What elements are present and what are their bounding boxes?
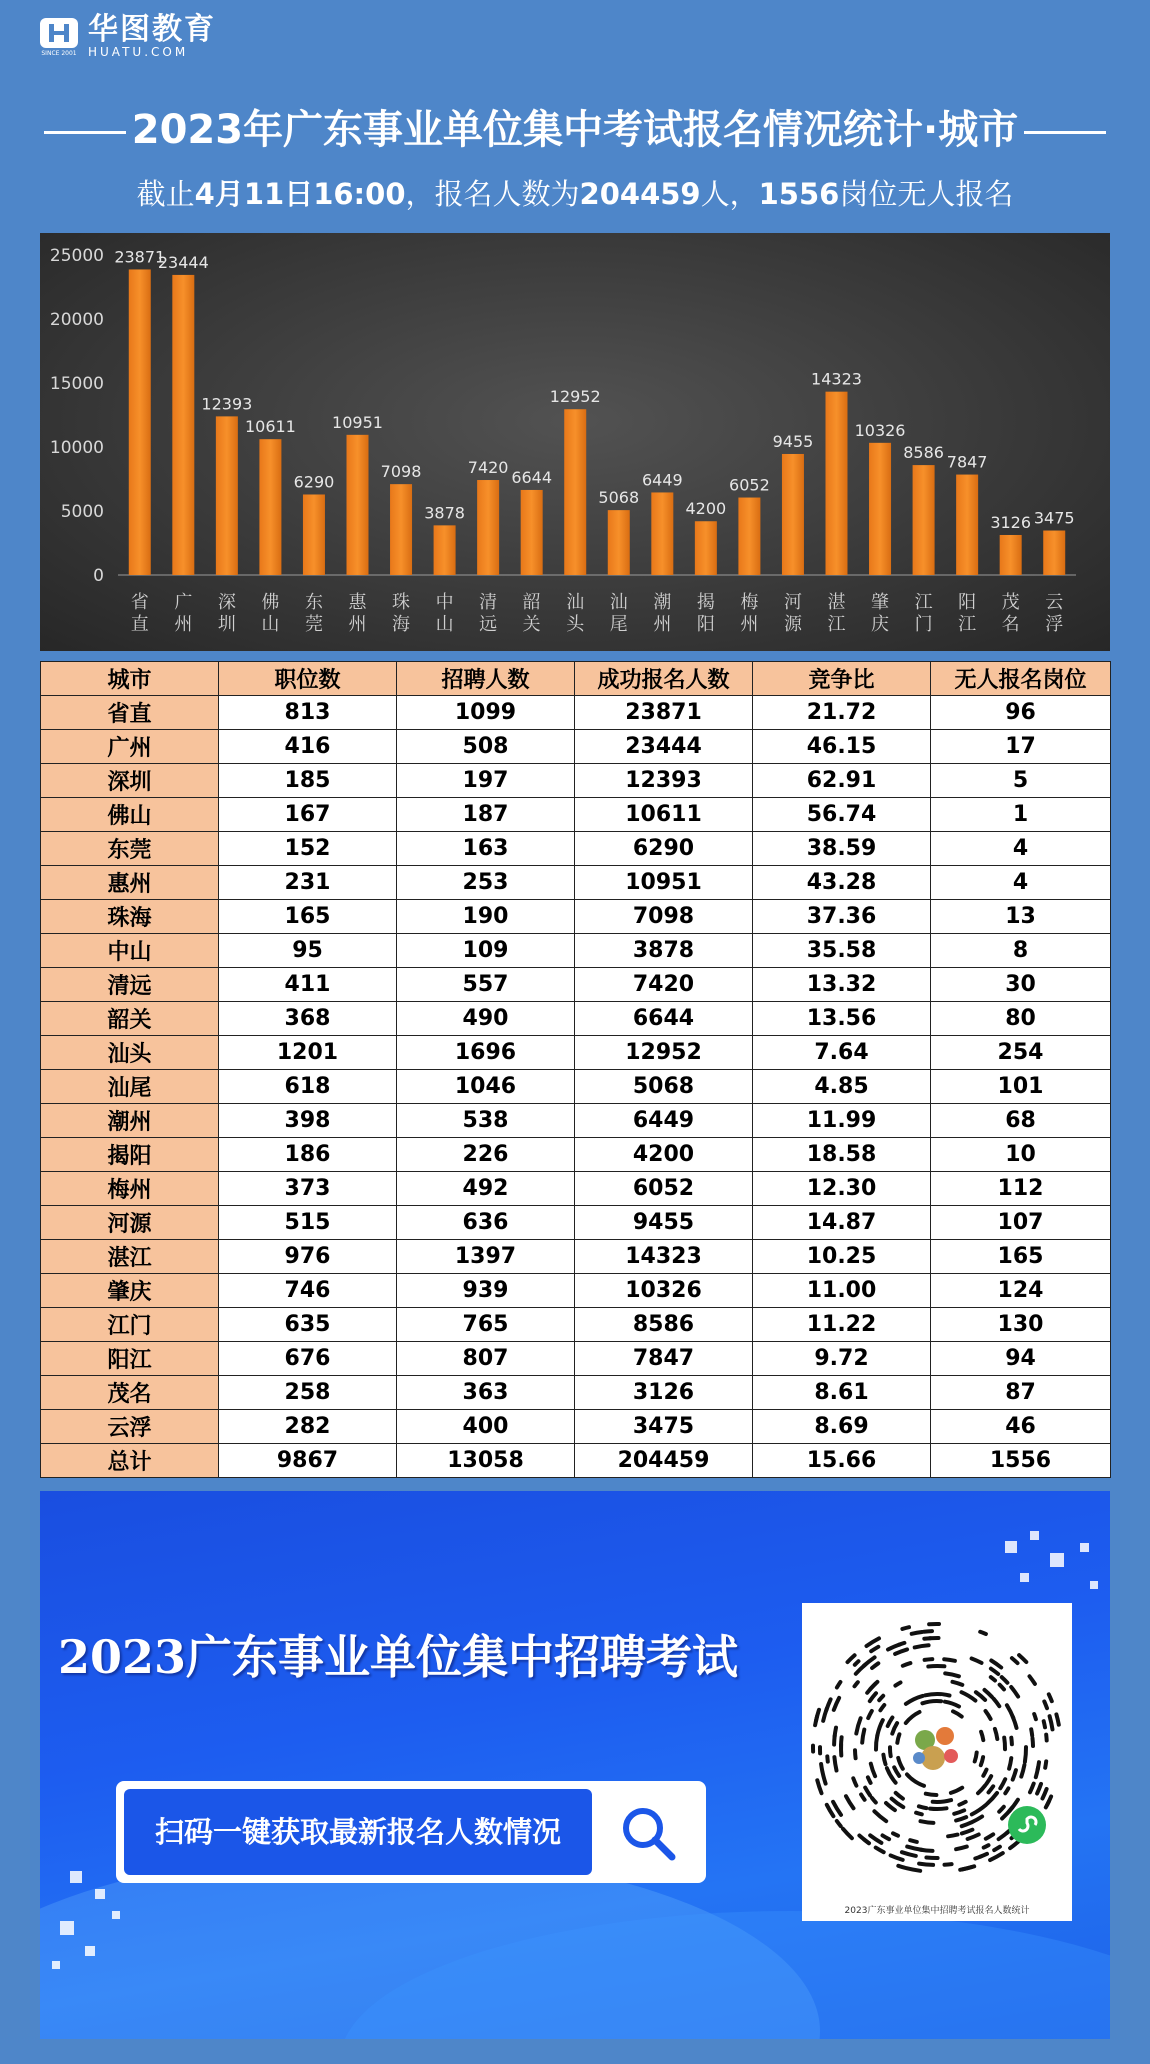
y-tick-label: 0: [93, 566, 104, 586]
table-cell: 11.00: [753, 1274, 931, 1308]
subline: [0, 172, 1150, 213]
table-row: [41, 1342, 1111, 1376]
table-row: [41, 1376, 1111, 1410]
x-tick-label: 海: [392, 614, 411, 635]
data-label: 7098: [380, 462, 422, 482]
data-label: 12393: [201, 394, 253, 414]
table-cell: 226: [397, 1138, 575, 1172]
x-tick-label: 关: [522, 614, 541, 635]
table-cell: 187: [397, 798, 575, 832]
table-header-cell: 城市: [41, 662, 219, 696]
bar-汕头: [564, 409, 586, 575]
table-body: [41, 696, 1111, 1478]
logo-name-en: HUATU.COM: [88, 45, 189, 59]
table-cell: 23871: [575, 696, 753, 730]
table-row: [41, 1070, 1111, 1104]
subline-unit: 人，: [700, 177, 759, 211]
table-cell: 5: [931, 764, 1111, 798]
table-city-cell: 茂名: [41, 1376, 219, 1410]
scan-search-text: 扫码一键获取最新报名人数情况: [124, 1789, 592, 1875]
table-cell: 4.85: [753, 1070, 931, 1104]
table-row: [41, 1308, 1111, 1342]
x-tick-label: 直: [130, 614, 149, 635]
x-tick-label: 源: [783, 614, 802, 635]
table-city-cell: 肇庆: [41, 1274, 219, 1308]
table-row: [41, 1104, 1111, 1138]
x-tick-label: 门: [914, 614, 933, 635]
table-cell: 7847: [575, 1342, 753, 1376]
table-cell: 254: [931, 1036, 1111, 1070]
table-city-cell: 省直: [41, 696, 219, 730]
x-tick-label: 云: [1045, 592, 1064, 613]
table-cell: 807: [397, 1342, 575, 1376]
table-cell: 10.25: [753, 1240, 931, 1274]
x-tick-label: 阳: [696, 614, 715, 635]
table-cell: 12952: [575, 1036, 753, 1070]
bar-江门: [913, 465, 935, 575]
table-cell: 4200: [575, 1138, 753, 1172]
table-cell: 80: [931, 1002, 1111, 1036]
y-tick-label: 15000: [49, 374, 104, 394]
table-cell: 165: [219, 900, 397, 934]
table-row: [41, 764, 1111, 798]
table-city-cell: 潮州: [41, 1104, 219, 1138]
table-cell: 1201: [219, 1036, 397, 1070]
bar-chart: [40, 233, 1110, 651]
x-tick-label: 肇: [871, 592, 890, 613]
table-row: [41, 696, 1111, 730]
table-cell: 8.69: [753, 1410, 931, 1444]
table-cell: 13.56: [753, 1002, 931, 1036]
table-row: [41, 968, 1111, 1002]
table-cell: 1046: [397, 1070, 575, 1104]
data-label: 4200: [685, 499, 727, 519]
table-cell: 9.72: [753, 1342, 931, 1376]
y-tick-label: 20000: [49, 310, 104, 330]
table-cell: 6052: [575, 1172, 753, 1206]
y-tick-label: 5000: [60, 502, 104, 522]
table-cell: 190: [397, 900, 575, 934]
stats-table: [40, 661, 1111, 1478]
table-cell: 400: [397, 1410, 575, 1444]
bar-佛山: [259, 439, 281, 575]
table-cell: 3126: [575, 1376, 753, 1410]
headline-text: 2023年广东事业单位集中考试报名情况统计·城市: [131, 107, 1019, 153]
bar-湛江: [826, 392, 848, 575]
table-cell: 9867: [219, 1444, 397, 1478]
bar-广州: [172, 275, 194, 575]
table-cell: 7.64: [753, 1036, 931, 1070]
bar-梅州: [738, 498, 760, 575]
x-tick-label: 州: [174, 614, 193, 635]
table-header-cell: 招聘人数: [397, 662, 575, 696]
table-cell: 765: [397, 1308, 575, 1342]
table-city-cell: 清远: [41, 968, 219, 1002]
table-cell: 5068: [575, 1070, 753, 1104]
table-cell: 18.58: [753, 1138, 931, 1172]
bar-清远: [477, 480, 499, 575]
table-cell: 7420: [575, 968, 753, 1002]
subline-prefix: 截止: [136, 177, 195, 211]
table-cell: 258: [219, 1376, 397, 1410]
table-cell: 35.58: [753, 934, 931, 968]
table-header-cell: 无人报名岗位: [931, 662, 1111, 696]
table-cell: 204459: [575, 1444, 753, 1478]
table-cell: 11.99: [753, 1104, 931, 1138]
x-tick-label: 韶: [522, 592, 541, 613]
data-label: 3878: [424, 503, 465, 523]
bar-河源: [782, 454, 804, 575]
table-row: [41, 1036, 1111, 1070]
data-label: 6644: [511, 467, 553, 487]
y-tick-label: 25000: [49, 246, 104, 266]
table-header-cell: 成功报名人数: [575, 662, 753, 696]
table-cell: 515: [219, 1206, 397, 1240]
subline-no-apply: 1556: [758, 177, 840, 211]
huatu-logo: [38, 14, 216, 58]
table-cell: 112: [931, 1172, 1111, 1206]
table-cell: 1397: [397, 1240, 575, 1274]
table-cell: 416: [219, 730, 397, 764]
scan-search-box[interactable]: [116, 1781, 706, 1883]
y-tick-label: 10000: [49, 438, 104, 458]
table-cell: 8586: [575, 1308, 753, 1342]
table-cell: 813: [219, 696, 397, 730]
table-cell: 8.61: [753, 1376, 931, 1410]
banner-title: 2023广东事业单位集中招聘考试: [58, 1630, 739, 1684]
data-label: 23444: [157, 252, 209, 272]
bar-潮州: [651, 492, 673, 575]
table-cell: 492: [397, 1172, 575, 1206]
bar-云浮: [1043, 531, 1065, 575]
table-city-cell: 东莞: [41, 832, 219, 866]
table-cell: 46.15: [753, 730, 931, 764]
table-cell: 6290: [575, 832, 753, 866]
x-tick-label: 州: [740, 614, 759, 635]
table-city-cell: 江门: [41, 1308, 219, 1342]
table-cell: 30: [931, 968, 1111, 1002]
x-tick-label: 山: [435, 614, 454, 635]
stats-table-wrap: [40, 661, 1110, 1478]
data-label: 3126: [990, 512, 1032, 532]
x-tick-label: 阳: [958, 592, 977, 613]
x-tick-label: 梅: [740, 592, 759, 613]
x-tick-label: 河: [783, 592, 802, 613]
table-cell: 68: [931, 1104, 1111, 1138]
table-cell: 13: [931, 900, 1111, 934]
x-tick-label: 深: [217, 592, 236, 613]
search-icon[interactable]: [618, 1803, 680, 1865]
bar-省直: [129, 269, 151, 575]
bar-肇庆: [869, 443, 891, 575]
bar-茂名: [1000, 535, 1022, 575]
x-tick-label: 江: [958, 614, 977, 635]
bar-韶关: [521, 490, 543, 575]
data-label: 3475: [1033, 508, 1075, 528]
table-cell: 197: [397, 764, 575, 798]
table-cell: 130: [931, 1308, 1111, 1342]
table-cell: 398: [219, 1104, 397, 1138]
table-cell: 94: [931, 1342, 1111, 1376]
data-label: 5068: [598, 488, 640, 508]
table-cell: 1696: [397, 1036, 575, 1070]
bar-东莞: [303, 494, 325, 575]
bar-汕尾: [608, 510, 630, 575]
data-label: 23871: [114, 247, 166, 267]
data-label: 12952: [549, 387, 601, 407]
table-city-cell: 广州: [41, 730, 219, 764]
table-cell: 4: [931, 832, 1111, 866]
table-cell: 14323: [575, 1240, 753, 1274]
x-tick-label: 珠: [392, 592, 411, 613]
x-tick-label: 省: [130, 592, 149, 613]
x-tick-label: 名: [1001, 614, 1020, 635]
table-city-cell: 佛山: [41, 798, 219, 832]
qr-code-icon: [802, 1603, 1072, 1903]
bar-中山: [434, 525, 456, 575]
subline-mid: ，报名人数为: [405, 177, 580, 211]
table-cell: 163: [397, 832, 575, 866]
table-cell: 87: [931, 1376, 1111, 1410]
table-cell: 107: [931, 1206, 1111, 1240]
data-label: 8586: [903, 443, 944, 463]
table-row: [41, 1206, 1111, 1240]
headline-dash-right: [1024, 131, 1106, 134]
bar-深圳: [216, 416, 238, 575]
table-cell: 508: [397, 730, 575, 764]
bar-珠海: [390, 484, 412, 575]
table-cell: 165: [931, 1240, 1111, 1274]
x-tick-label: 浮: [1045, 614, 1064, 635]
x-tick-label: 尾: [609, 614, 628, 635]
table-cell: 186: [219, 1138, 397, 1172]
table-cell: 101: [931, 1070, 1111, 1104]
table-row: [41, 832, 1111, 866]
data-label: 14323: [811, 369, 862, 389]
subline-total: 204459: [579, 177, 701, 211]
x-tick-label: 江: [827, 614, 846, 635]
table-cell: 6449: [575, 1104, 753, 1138]
x-tick-label: 广: [174, 592, 193, 613]
table-city-cell: 湛江: [41, 1240, 219, 1274]
headline-dash-left: [44, 131, 126, 134]
logo-since: SINCE 2001: [41, 50, 77, 56]
table-city-cell: 中山: [41, 934, 219, 968]
x-tick-label: 州: [653, 614, 672, 635]
x-tick-label: 江: [914, 592, 933, 613]
table-row: [41, 1240, 1111, 1274]
table-cell: 976: [219, 1240, 397, 1274]
x-tick-label: 汕: [566, 592, 585, 613]
huatu-logo-icon: [38, 16, 80, 56]
table-header-cell: 竞争比: [753, 662, 931, 696]
x-tick-label: 清: [479, 592, 498, 613]
table-cell: 3475: [575, 1410, 753, 1444]
table-cell: 7098: [575, 900, 753, 934]
table-row: [41, 1138, 1111, 1172]
table-cell: 373: [219, 1172, 397, 1206]
table-row: [41, 730, 1111, 764]
table-city-cell: 汕尾: [41, 1070, 219, 1104]
data-label: 10611: [244, 417, 296, 437]
table-cell: 1556: [931, 1444, 1111, 1478]
bar-揭阳: [695, 521, 717, 575]
table-cell: 46: [931, 1410, 1111, 1444]
table-cell: 62.91: [753, 764, 931, 798]
table-cell: 746: [219, 1274, 397, 1308]
x-tick-label: 远: [479, 614, 498, 635]
table-cell: 124: [931, 1274, 1111, 1308]
data-label: 6449: [641, 470, 683, 490]
table-city-cell: 云浮: [41, 1410, 219, 1444]
table-cell: 109: [397, 934, 575, 968]
table-cell: 253: [397, 866, 575, 900]
x-tick-label: 茂: [1001, 592, 1020, 613]
table-row: [41, 934, 1111, 968]
x-tick-label: 山: [261, 614, 280, 635]
bar-chart-svg: [40, 233, 1110, 651]
x-tick-label: 佛: [261, 592, 280, 613]
table-cell: 4: [931, 866, 1111, 900]
table-cell: 43.28: [753, 866, 931, 900]
table-row: [41, 900, 1111, 934]
table-cell: 14.87: [753, 1206, 931, 1240]
table-cell: 96: [931, 696, 1111, 730]
x-tick-label: 惠: [348, 592, 367, 613]
x-tick-label: 东: [304, 592, 323, 613]
x-tick-label: 湛: [827, 592, 846, 613]
table-row: [41, 866, 1111, 900]
table-row: [41, 1444, 1111, 1478]
table-cell: 635: [219, 1308, 397, 1342]
table-cell: 490: [397, 1002, 575, 1036]
table-cell: 13058: [397, 1444, 575, 1478]
x-tick-label: 圳: [217, 614, 236, 635]
x-tick-label: 潮: [653, 592, 672, 613]
data-label: 7420: [467, 458, 509, 478]
x-tick-label: 头: [566, 614, 585, 635]
table-cell: 282: [219, 1410, 397, 1444]
x-tick-label: 州: [348, 614, 367, 635]
table-cell: 557: [397, 968, 575, 1002]
table-cell: 17: [931, 730, 1111, 764]
table-cell: 10611: [575, 798, 753, 832]
table-cell: 11.22: [753, 1308, 931, 1342]
table-cell: 13.32: [753, 968, 931, 1002]
table-cell: 368: [219, 1002, 397, 1036]
subline-suffix: 岗位无人报名: [839, 177, 1014, 211]
table-city-cell: 揭阳: [41, 1138, 219, 1172]
table-city-cell: 珠海: [41, 900, 219, 934]
subline-date: 4月11日16:00: [194, 177, 406, 211]
headline: [0, 98, 1150, 155]
table-cell: 8: [931, 934, 1111, 968]
x-tick-label: 揭: [696, 592, 715, 613]
table-cell: 538: [397, 1104, 575, 1138]
data-label: 6290: [293, 472, 335, 492]
table-city-cell: 韶关: [41, 1002, 219, 1036]
x-tick-label: 莞: [304, 614, 323, 635]
table-city-cell: 梅州: [41, 1172, 219, 1206]
table-cell: 10: [931, 1138, 1111, 1172]
table-cell: 95: [219, 934, 397, 968]
table-city-cell: 阳江: [41, 1342, 219, 1376]
table-row: [41, 1274, 1111, 1308]
table-row: [41, 1410, 1111, 1444]
x-tick-label: 庆: [871, 614, 890, 635]
table-cell: 21.72: [753, 696, 931, 730]
table-cell: 167: [219, 798, 397, 832]
x-tick-label: 中: [435, 592, 454, 613]
table-cell: 56.74: [753, 798, 931, 832]
table-cell: 1099: [397, 696, 575, 730]
table-cell: 10951: [575, 866, 753, 900]
table-cell: 939: [397, 1274, 575, 1308]
table-city-cell: 惠州: [41, 866, 219, 900]
table-cell: 23444: [575, 730, 753, 764]
qr-caption: 2023广东事业单位集中招聘考试报名人数统计: [844, 1906, 1030, 1916]
table-cell: 231: [219, 866, 397, 900]
table-city-cell: 河源: [41, 1206, 219, 1240]
table-cell: 185: [219, 764, 397, 798]
data-label: 10326: [854, 420, 906, 440]
table-cell: 37.36: [753, 900, 931, 934]
table-cell: 6644: [575, 1002, 753, 1036]
table-cell: 1: [931, 798, 1111, 832]
bar-惠州: [347, 435, 369, 575]
table-cell: 15.66: [753, 1444, 931, 1478]
table-row: [41, 1002, 1111, 1036]
table-cell: 676: [219, 1342, 397, 1376]
bar-阳江: [956, 475, 978, 575]
table-cell: 38.59: [753, 832, 931, 866]
data-label: 7847: [946, 452, 988, 472]
data-label: 6052: [729, 475, 770, 495]
table-header-cell: 职位数: [219, 662, 397, 696]
table-cell: 12.30: [753, 1172, 931, 1206]
table-city-cell: 汕头: [41, 1036, 219, 1070]
table-cell: 9455: [575, 1206, 753, 1240]
table-cell: 10326: [575, 1274, 753, 1308]
x-tick-label: 汕: [609, 592, 628, 613]
qr-code-card[interactable]: [802, 1603, 1072, 1921]
table-cell: 3878: [575, 934, 753, 968]
promo-banner[interactable]: [40, 1491, 1110, 2039]
table-row: [41, 798, 1111, 832]
logo-name-cn: 华图教育: [88, 12, 216, 47]
data-label: 9455: [772, 431, 814, 451]
table-header-row: [41, 662, 1111, 696]
data-label: 10951: [332, 412, 383, 432]
table-row: [41, 1172, 1111, 1206]
table-cell: 363: [397, 1376, 575, 1410]
table-cell: 12393: [575, 764, 753, 798]
table-cell: 636: [397, 1206, 575, 1240]
table-cell: 152: [219, 832, 397, 866]
table-cell: 411: [219, 968, 397, 1002]
table-cell: 618: [219, 1070, 397, 1104]
table-city-cell: 深圳: [41, 764, 219, 798]
table-city-cell: 总计: [41, 1444, 219, 1478]
